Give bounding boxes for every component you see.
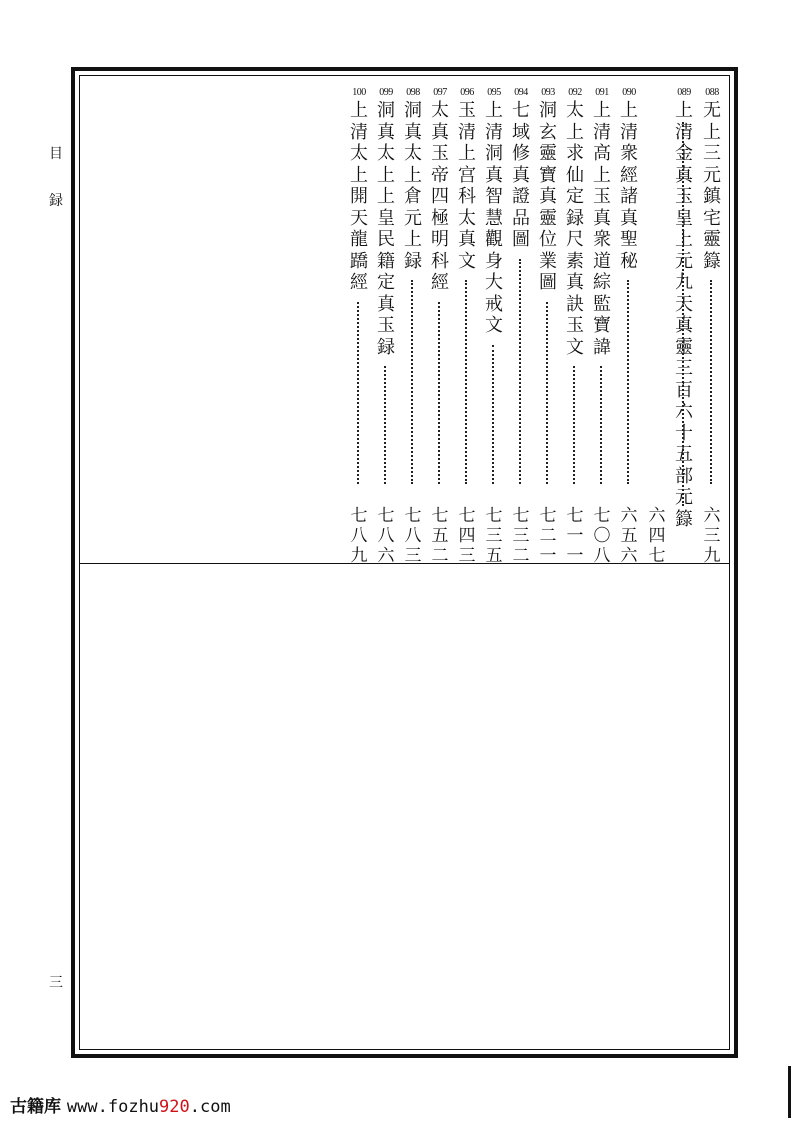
entry-title: 洞玄靈寶真靈位業圖 (539, 100, 557, 293)
toc-entry[interactable] (700, 86, 724, 566)
leader-dots (357, 302, 359, 485)
scan-edge (788, 1066, 791, 1118)
leader-dots (682, 122, 684, 506)
entry-number: 099 (379, 87, 393, 98)
entry-number: 094 (514, 87, 528, 98)
entry-title: 七域修真證品圖 (512, 100, 530, 250)
toc-entry[interactable] (509, 86, 533, 566)
entry-title: 太上求仙定録尺素真訣玉文 (566, 100, 584, 358)
page-number: 三 (49, 975, 63, 991)
entry-page-number: 六五六 (620, 506, 638, 566)
entry-number: 093 (541, 87, 555, 98)
leader-dots (600, 366, 602, 484)
entry-page-number: 六三九 (703, 506, 721, 566)
entry-page-number: 七三二 (512, 506, 530, 566)
toc-entry[interactable] (536, 86, 560, 566)
entry-number: 088 (705, 87, 719, 98)
entry-title: 洞真太上上皇民籍定真玉録 (377, 100, 395, 358)
entry-number: 090 (622, 87, 636, 98)
toc-entry[interactable] (590, 86, 614, 566)
entry-page-number: 七三五 (485, 506, 503, 566)
side-label-lu: 録 (49, 193, 63, 209)
entry-title: 玉清上宫科太真文 (458, 100, 476, 272)
toc-entry[interactable] (482, 86, 506, 566)
entry-number: 098 (406, 87, 420, 98)
toc-entry[interactable] (347, 86, 371, 566)
entry-page-number: 七五二 (431, 506, 449, 566)
toc-entry[interactable] (374, 86, 398, 566)
entry-title: 上清洞真智慧觀身大戒文 (485, 100, 503, 336)
entry-number: 095 (487, 87, 501, 98)
site-name: 古籍库 (10, 1097, 61, 1117)
leader-dots (492, 345, 494, 485)
leader-dots (710, 280, 712, 484)
leader-dots (573, 366, 575, 484)
leader-dots (411, 280, 413, 484)
leader-dots (438, 302, 440, 485)
entry-page-number: 六四七 (648, 506, 666, 566)
entry-page-number: 七八九 (350, 506, 368, 566)
entry-page-number: 七八三 (404, 506, 422, 566)
entry-title: 上清金真玉皇上元九天真靈三百六十五部元籙 (675, 100, 693, 530)
entry-page-number: 七四三 (458, 506, 476, 566)
entry-number: 089 (677, 87, 691, 98)
leader-dots (465, 280, 467, 484)
leader-dots (627, 280, 629, 484)
toc-entry[interactable] (563, 86, 587, 566)
entry-number: 092 (568, 87, 582, 98)
entry-title: 上清太上開天龍蹻經 (350, 100, 368, 293)
leader-dots (384, 366, 386, 484)
entry-number: 096 (460, 87, 474, 98)
entry-page-number: 七二一 (539, 506, 557, 566)
entry-number: 097 (433, 87, 447, 98)
entry-page-number: 七八六 (377, 506, 395, 566)
site-url[interactable]: www.fozhu920.com (66, 1097, 231, 1117)
entry-page-number: 七一一 (566, 506, 584, 566)
leader-dots (519, 259, 521, 485)
toc-entry[interactable] (401, 86, 425, 566)
toc-entry[interactable] (455, 86, 479, 566)
side-label-mu: 目 (49, 146, 63, 162)
toc-entry[interactable] (617, 86, 641, 566)
entry-number: 091 (595, 87, 609, 98)
leader-dots (546, 302, 548, 485)
entry-page-number: 七〇八 (593, 506, 611, 566)
entry-title: 上清衆經諸真聖秘 (620, 100, 638, 272)
footer-watermark (10, 1092, 231, 1117)
toc-entry[interactable] (648, 86, 696, 566)
entry-title: 太真玉帝四極明科經 (431, 100, 449, 293)
entry-title: 洞真太上倉元上録 (404, 100, 422, 272)
toc-entry[interactable] (428, 86, 452, 566)
entry-number: 100 (352, 87, 366, 98)
entry-title: 无上三元鎮宅靈籙 (703, 100, 721, 272)
entry-title: 上清高上玉真衆道綜監寶諱 (593, 100, 611, 358)
